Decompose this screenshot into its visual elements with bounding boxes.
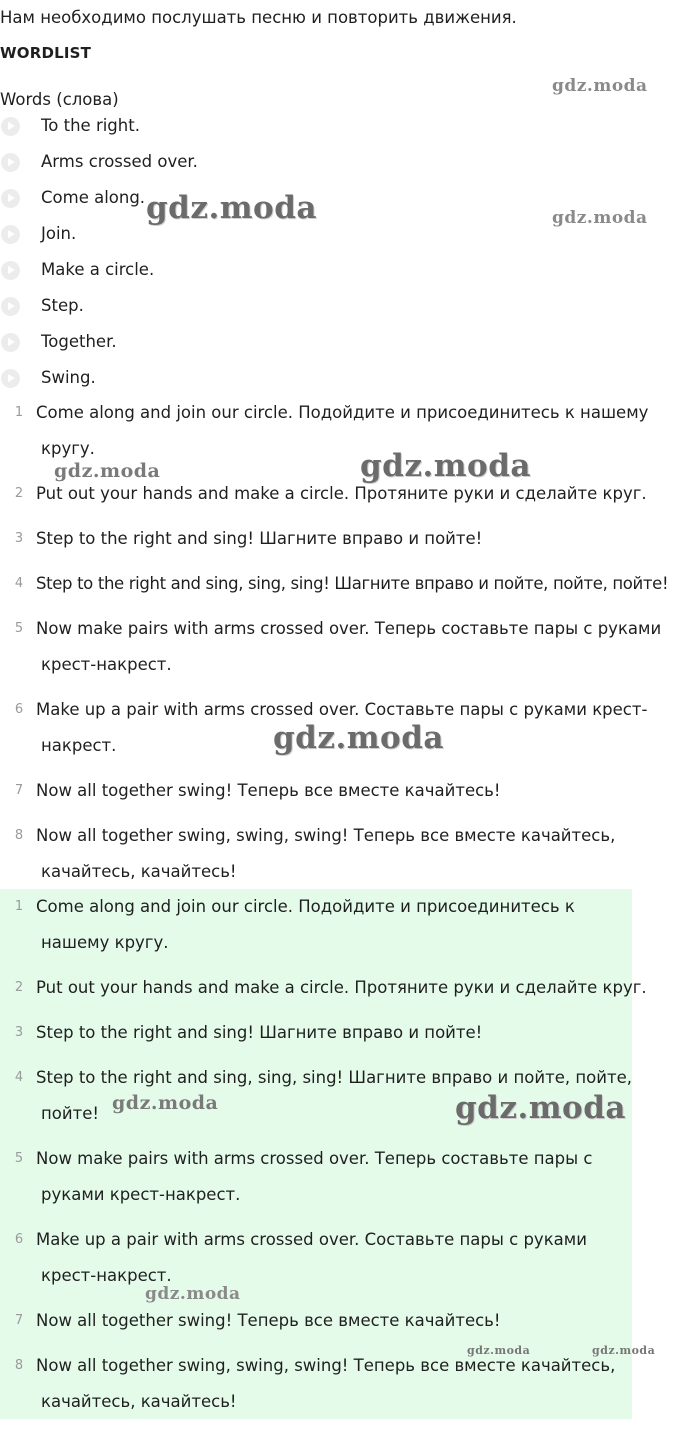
intro-text: Нам необходимо послушать песню и повторить движения. xyxy=(0,8,517,27)
lyric-text: Now all together swing, swing, swing! Теперь все вместе качайтесь, xyxy=(36,826,616,845)
lyric-text: Make up a pair with arms crossed over. Составьте пары с руками крест- xyxy=(36,700,648,719)
wordlist-heading: WORDLIST xyxy=(0,44,92,62)
word-text: Together. xyxy=(41,332,117,351)
lyric-text: Now make pairs with arms crossed over. Теперь составьте пары с руками xyxy=(36,619,662,638)
lyric-text: Step to the right and sing, sing, sing! Шагните вправо и пойте, пойте, пойте! xyxy=(36,574,669,593)
watermark: gdz.moda xyxy=(146,190,317,226)
line-number: 2 xyxy=(14,980,24,995)
lyric-text: Put out your hands and make a circle. Протяните руки и сделайте круг. xyxy=(36,484,647,503)
lyric-text: Now all together swing! Теперь все вместе качайтесь! xyxy=(36,1311,501,1330)
lyric-text: Step to the right and sing, sing, sing! Шагните вправо и пойте, пойте, xyxy=(36,1068,632,1087)
lyric-text: Now all together swing! Теперь все вместе качайтесь! xyxy=(36,781,501,800)
line-number: 5 xyxy=(14,1151,24,1166)
lyric-text: Now all together swing, swing, swing! Теперь все вместе качайтесь, xyxy=(36,1356,616,1375)
watermark: gdz.moda xyxy=(360,448,531,484)
lyric-text-continued: качайтесь, качайтесь! xyxy=(41,862,237,881)
lyric-text-continued: пойте! xyxy=(41,1104,99,1123)
line-number: 1 xyxy=(14,899,24,914)
line-number: 3 xyxy=(14,531,24,546)
watermark: gdz.moda xyxy=(54,460,161,482)
watermark: gdz.moda xyxy=(467,1344,531,1357)
lyric-text: Come along and join our circle. Подойдите и присоединитесь к нашему xyxy=(36,403,649,422)
line-number: 6 xyxy=(14,1232,24,1247)
lyric-text-continued: крест-накрест. xyxy=(41,1266,172,1285)
lyric-text: Make up a pair with arms crossed over. Составьте пары с руками xyxy=(36,1230,587,1249)
line-number: 5 xyxy=(14,621,24,636)
watermark: gdz.moda xyxy=(145,1284,241,1304)
line-number: 8 xyxy=(14,828,24,843)
line-number: 7 xyxy=(14,1313,24,1328)
lyric-text-continued: нашему кругу. xyxy=(41,933,169,952)
play-icon[interactable] xyxy=(1,189,20,208)
watermark: gdz.moda xyxy=(592,1344,656,1357)
line-number: 3 xyxy=(14,1025,24,1040)
line-number: 8 xyxy=(14,1358,24,1373)
word-text: Swing. xyxy=(41,368,96,387)
word-text: Arms crossed over. xyxy=(41,152,198,171)
word-text: To the right. xyxy=(41,116,140,135)
lyric-text: Put out your hands and make a circle. Протяните руки и сделайте круг. xyxy=(36,978,647,997)
lyric-text-continued: качайтесь, качайтесь! xyxy=(41,1392,237,1411)
word-text: Make a circle. xyxy=(41,260,155,279)
watermark: gdz.moda xyxy=(112,1092,219,1114)
play-icon[interactable] xyxy=(1,225,20,244)
word-text: Join. xyxy=(41,224,77,243)
line-number: 4 xyxy=(14,1070,24,1085)
lyric-text-continued: руками крест-накрест. xyxy=(41,1185,241,1204)
line-number: 1 xyxy=(14,405,24,420)
lyric-text: Step to the right and sing! Шагните вправо и пойте! xyxy=(36,1023,483,1042)
words-label: Words (слова) xyxy=(0,90,119,109)
lyric-text-continued: накрест. xyxy=(41,736,117,755)
play-icon[interactable] xyxy=(1,117,20,136)
play-icon[interactable] xyxy=(1,153,20,172)
line-number: 2 xyxy=(14,486,24,501)
play-icon[interactable] xyxy=(1,261,20,280)
word-text: Come along. xyxy=(41,188,146,207)
lyric-text: Come along and join our circle. Подойдите и присоединитесь к xyxy=(36,897,575,916)
lyric-text: Now make pairs with arms crossed over. Теперь составьте пары с xyxy=(36,1149,593,1168)
watermark: gdz.moda xyxy=(273,720,444,756)
lyric-text-continued: крест-накрест. xyxy=(41,655,172,674)
lyric-text: Step to the right and sing! Шагните вправо и пойте! xyxy=(36,529,483,548)
watermark: gdz.moda xyxy=(552,208,648,228)
watermark: gdz.moda xyxy=(455,1090,626,1126)
watermark: gdz.moda xyxy=(552,76,648,96)
play-icon[interactable] xyxy=(1,333,20,352)
line-number: 6 xyxy=(14,702,24,717)
play-icon[interactable] xyxy=(1,369,20,388)
lyric-text-continued: кругу. xyxy=(41,439,95,458)
line-number: 4 xyxy=(14,576,24,591)
play-icon[interactable] xyxy=(1,297,20,316)
word-text: Step. xyxy=(41,296,84,315)
line-number: 7 xyxy=(14,783,24,798)
